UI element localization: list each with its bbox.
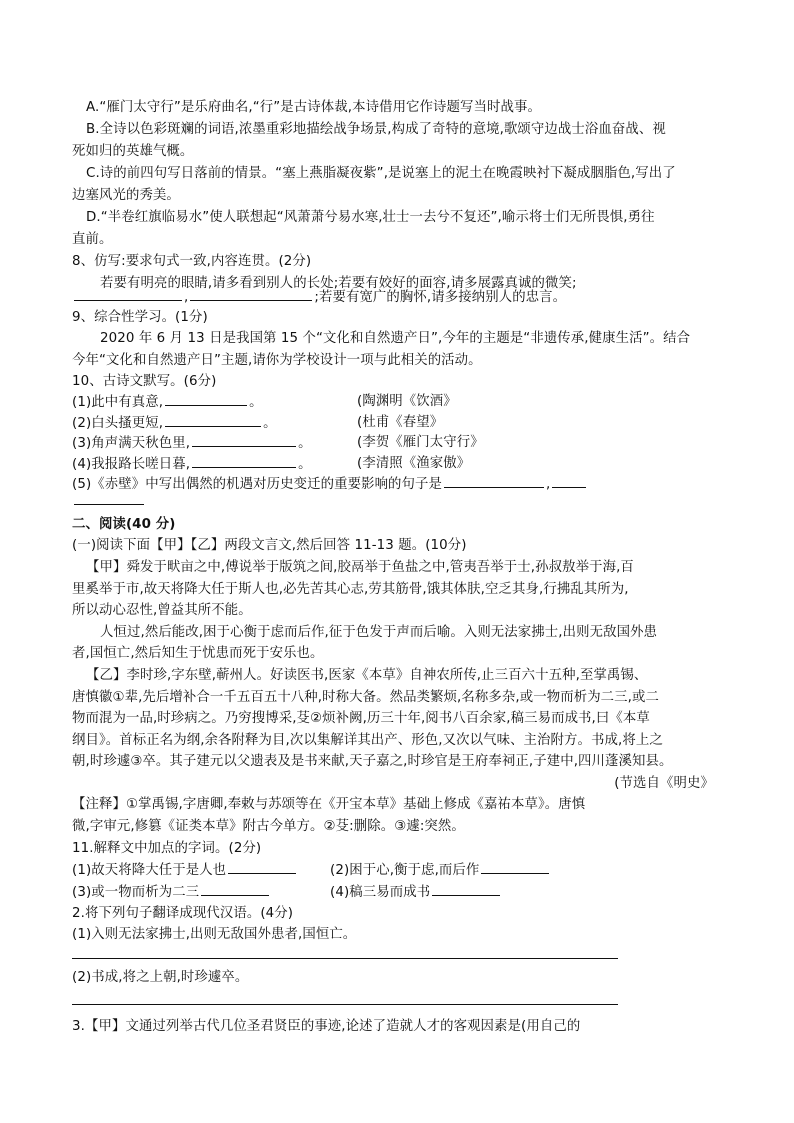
q12-item-2: (2)书成,将之上朝,时珍遽卒。 [72,970,249,985]
q10-item-2-source: (杜甫《春望》 [357,415,444,430]
q10-blank-1[interactable] [165,391,247,406]
jia-p2: 里奚举于市,故天将降大任于斯人也,必先苦其心志,劳其筋骨,饿其体肤,空乏其身,行拂乱其所为, [72,582,629,597]
q10-blank-4[interactable] [192,453,296,468]
q10-item-3-end: 。 [298,436,312,451]
q8-sep: , [184,290,189,305]
q8-blank-1[interactable] [74,286,182,301]
q10-item-2 [72,412,277,434]
q10-item-1 [72,391,263,413]
q8-blank-2[interactable] [190,286,312,301]
q10-blank-2[interactable] [165,412,261,427]
q11-item-3-text: (3)或一物而析为二三 [72,885,200,900]
q12-answer-line-1[interactable] [72,958,618,959]
q11-item-3 [72,881,271,903]
jia-p1: 【甲】舜发于畎亩之中,傅说举于版筑之间,胶鬲举于鱼盐之中,管夷吾举于士,孙叔敖举于海,百 [86,560,634,575]
q10-item-3-text: (3)角声满天秋色里, [72,436,191,451]
q10-blank-5b[interactable] [552,473,586,488]
section-2-title: 二、阅读(40 分) [72,517,176,532]
q10-blank-3[interactable] [192,432,296,447]
q11-blank-4[interactable] [432,881,500,896]
q10-item-5 [72,473,588,495]
q9-title: 9、综合性学习。(1分) [72,310,208,325]
q10-item-2-text: (2)白头搔更短, [72,416,164,431]
q7-option-a: A.“雁门太守行”是乐府曲名,“行”是古诗体裁,本诗借用它作诗题写当时战事。 [86,100,541,115]
q8-prompt: 若要有明亮的眼睛,请多看到别人的长处;若要有姣好的面容,请多展露真诚的微笑; [100,276,577,291]
yi-p3: 物而混为一品,时珍病之。乃穷搜博采,芟②烦补阙,历三十年,阅书八百余家,稿三易而成书,曰《本草 [72,711,650,726]
q9-prompt: 2020 年 6 月 13 日是我国第 15 个“文化和自然遗产日”,今年的主题是“非遗传承,健康生活”。结合 [100,331,691,346]
q10-item-5-sep: , [546,477,551,492]
jia-p4: 人恒过,然后能改,困于心衡于虑而后作,征于色发于声而后喻。入则无法家拂士,出则无敌国外患 [100,625,658,640]
q10-blank-5a[interactable] [444,473,544,488]
q8-answer-line [72,286,566,308]
q8-end: ;若要有宽广的胸怀,请多接纳别人的忠言。 [314,290,567,305]
q10-item-3-source: (李贺《雁门太守行》 [357,435,484,450]
yi-p1: 【乙】李时珍,字东壁,蕲州人。好读医书,医家《本草》自神农所传,止三百六十五种,至掌禹锡、 [86,668,648,683]
q11-item-1-text: (1)故天将降大任于是人也 [72,863,227,878]
q11-item-1 [72,859,298,881]
q12-answer-line-2[interactable] [72,1004,618,1005]
q10-item-4-end: 。 [298,457,312,472]
q7-option-c: C.诗的前四句写日落前的情景。“塞上燕脂凝夜紫”,是说塞上的泥土在晚霞映衬下凝成胭脂色,写出了 [86,166,676,181]
q10-item-3 [72,432,312,454]
q10-item-1-source: (陶渊明《饮酒》 [357,394,457,409]
q11-blank-2[interactable] [481,859,549,874]
yi-p5: 朝,时珍遽③卒。其子建元以父遗表及是书来献,天子嘉之,时珍官是王府奉祠正,子建中,四川蓬溪知县。 [72,754,673,769]
notes-line-2: 微,字审元,修篡《证类本草》附古今单方。②芟:删除。③遽:突然。 [72,819,465,834]
q12-item-1: (1)入则无法家拂士,出则无敌国外患者,国恒亡。 [72,927,357,942]
q10-item-1-end: 。 [249,395,263,410]
q10-item-4-source: (李清照《渔家傲》 [357,456,471,471]
jia-p5: 者,国恒亡,然后知生于忧患而死于安乐也。 [72,646,324,661]
q13-text: 3.【甲】文通过列举古代几位圣君贤臣的事迹,论述了造就人才的客观因素是(用自己的 [72,1019,581,1034]
q7-option-b: B.全诗以色彩斑斓的词语,浓墨重彩地描绘战争场景,构成了奇特的意境,歌颂守边战士浴血奋战、视 [86,122,666,137]
q10-item-4 [72,453,312,475]
q11-item-2-text: (2)困于心,衡于虑,而后作 [330,863,480,878]
q11-blank-1[interactable] [228,859,296,874]
yi-p4: 纲目》。首标正名为纲,余各附释为目,次以集解详其出产、形色,又次以气味、主治附方。书成,将上之 [72,733,663,748]
q7-option-d-cont: 直前。 [72,232,113,247]
yi-p2: 唐慎徽①辈,先后增补合一千五百五十八种,时称大备。然品类繁烦,名称多杂,或一物而析为二三,或二 [72,690,659,705]
q11-item-2 [330,859,551,881]
yi-source: (节选自《明史》 [614,776,714,791]
q10-item-1-text: (1)此中有真意, [72,395,164,410]
q10-item-5-cont [72,490,146,512]
q7-option-d: D.“半卷红旗临易水”使人联想起“风萧萧兮易水寒,壮士一去兮不复还”,喻示将士们无所畏惧,勇往 [86,210,655,225]
q12-title: 2.将下列句子翻译成现代汉语。(4分) [72,906,294,921]
q10-blank-5c[interactable] [74,490,144,505]
q10-item-2-end: 。 [263,416,277,431]
section-2-sub1: (一)阅读下面【甲】【乙】两段文言文,然后回答 11-13 题。(10分) [72,538,467,553]
q10-title: 10、古诗文默写。(6分) [72,374,217,389]
q8-title: 8、仿写:要求句式一致,内容连贯。(2分) [72,254,312,269]
q11-blank-3[interactable] [201,881,269,896]
q11-title: 11.解释文中加点的字词。(2分) [72,841,262,856]
q7-option-b-cont: 死如归的英雄气概。 [72,144,194,159]
q11-item-4-text: (4)稿三易而成书 [330,885,431,900]
q7-option-c-cont: 边塞风光的秀美。 [72,188,180,203]
q10-item-4-text: (4)我报路长嗟日暮, [72,457,191,472]
notes-line-1: 【注释】①掌禹锡,字唐卿,奉敕与苏颂等在《开宝本草》基础上修成《嘉祐本草》。唐慎 [72,797,586,812]
q10-item-5-text: (5)《赤壁》中写出偶然的机遇对历史变迁的重要影响的句子是 [72,477,443,492]
q11-item-4 [330,881,502,903]
jia-p3: 所以动心忍性,曾益其所不能。 [72,603,252,618]
q9-prompt-cont: 今年“文化和自然遗产日”主题,请你为学校设计一项与此相关的活动。 [72,353,482,368]
